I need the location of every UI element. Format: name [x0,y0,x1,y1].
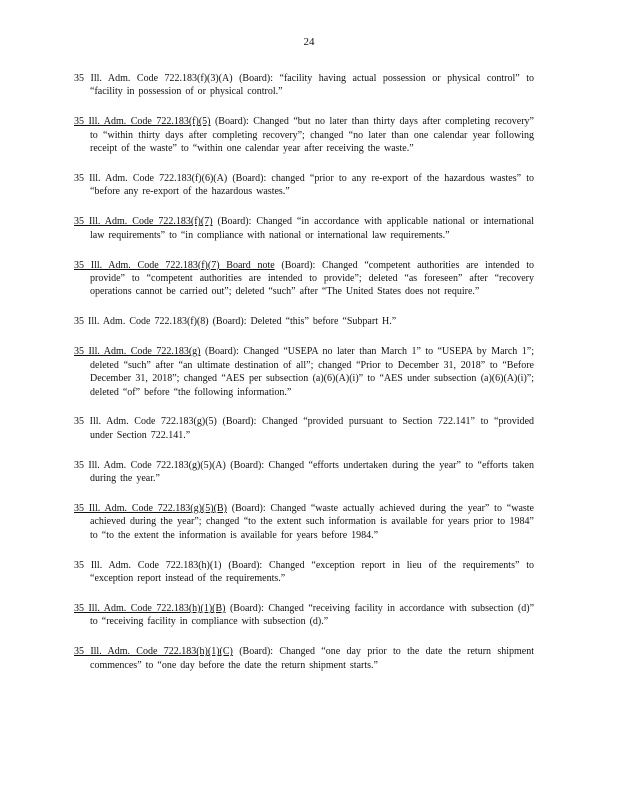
amendment-entry [74,559,534,586]
amendment-entry [74,215,534,242]
amendment-text: (Board): Changed “receiving facility in accordance with subsection (d)” to “receiving facility in compliance with subsection (d).” [90,603,535,628]
amendment-entry [74,415,534,442]
citation: 35 Ill. Adm. Code 722.183(g)(5) [74,416,217,428]
citation: 35 Ill. Adm. Code 722.183(f)(8) [74,316,209,328]
amendment-entry [74,72,534,99]
amendment-entry [74,315,534,328]
amendment-entry [74,602,534,629]
amendment-text: (Board): Changed “in accordance with applicable national or international law requirements” to “in compliance with national or international law requirements.” [90,216,534,241]
amendment-entry [74,259,534,299]
amendment-entry [74,172,534,199]
amendment-text: (Board): Changed “efforts undertaken during the year” to “efforts taken during the year.” [90,459,534,485]
amendment-entry [74,645,534,672]
amendment-text: (Board): Changed “one day prior to the date the return shipment commences” to “one day before the date the return shipment starts.” [90,646,535,671]
citation: 35 Ill. Adm. Code 722.183(f)(5) [74,116,211,128]
amendment-entry [74,115,534,155]
amendment-text: (Board): Changed “but no later than thirty days after completing recovery” to “within thirty days after completing recovery”; changed “no later than one calendar year following receipt of the waste” to “within one calendar year after receiving the waste.” [90,116,534,155]
amendment-text: (Board): Changed “provided pursuant to Section 722.141” to “provided under Section 722.141.” [90,416,535,441]
amendment-text: (Board): Changed “competent authorities are intended to provide” to “competent authorities are intended to provide”; deleted “as foreseen” after “recovery operations cannot be carried out”; deleted “such” after “The United States does not require.” [90,259,534,298]
citation: 35 Ill. Adm. Code 722.183(h)(1)(B) [74,603,226,615]
citation: 35 Ill. Adm. Code 722.183(f)(3)(A) [74,73,233,84]
citation: 35 Ill. Adm. Code 722.183(h)(1) [74,559,222,571]
citation: 35 Ill. Adm. Code 722.183(f)(7) Board note [74,259,275,271]
amendment-text: (Board): Deleted “this” before “Subpart H.” [208,316,397,328]
amendment-text: (Board): “facility having actual possession or physical control” to “facility in possession of or physical control.” [90,73,534,98]
citation: 35 Ill. Adm. Code 722.183(h)(1)(C) [74,646,233,658]
amendment-text: (Board): Changed “USEPA no later than March 1” to “USEPA by March 1”; deleted “such” after “an ultimate destination of all”; changed “Prior to December 31, 2018” to “Before December 31, 2018”; changed “AES per subsection (a)(6)(A)(i)” to “AES under subsection (a)(6)(A)(i)”; deleted “of” before “the following information.” [90,346,535,398]
citation: 35 Ill. Adm. Code 722.183(f)(6)(A) [74,173,228,185]
amendment-text: (Board): changed “prior to any re-export of the hazardous wastes” to “before any re-export of the hazardous wastes.” [90,173,534,198]
amendment-text: (Board): Changed “exception report in lieu of the requirements” to “exception report instead of the requirements.” [90,559,534,585]
citation: 35 Ill. Adm. Code 722.183(g)(5)(A) [74,459,226,471]
amendment-entry [74,502,534,542]
amendment-list [74,72,534,689]
citation: 35 Ill. Adm. Code 722.183(g)(5)(B) [74,503,227,515]
amendment-entry [74,345,534,399]
amendment-entry [74,459,534,486]
amendment-text: (Board): Changed “waste actually achieved during the year” to “waste achieved during the year”; changed “to the extent such information is available for years prior to 1984” to “to the extent the information is available for years before 1984.” [90,503,534,541]
citation: 35 Ill. Adm. Code 722.183(g) [74,346,201,358]
page-number: 24 [303,36,315,48]
citation: 35 Ill. Adm. Code 722.183(f)(7) [74,216,213,228]
